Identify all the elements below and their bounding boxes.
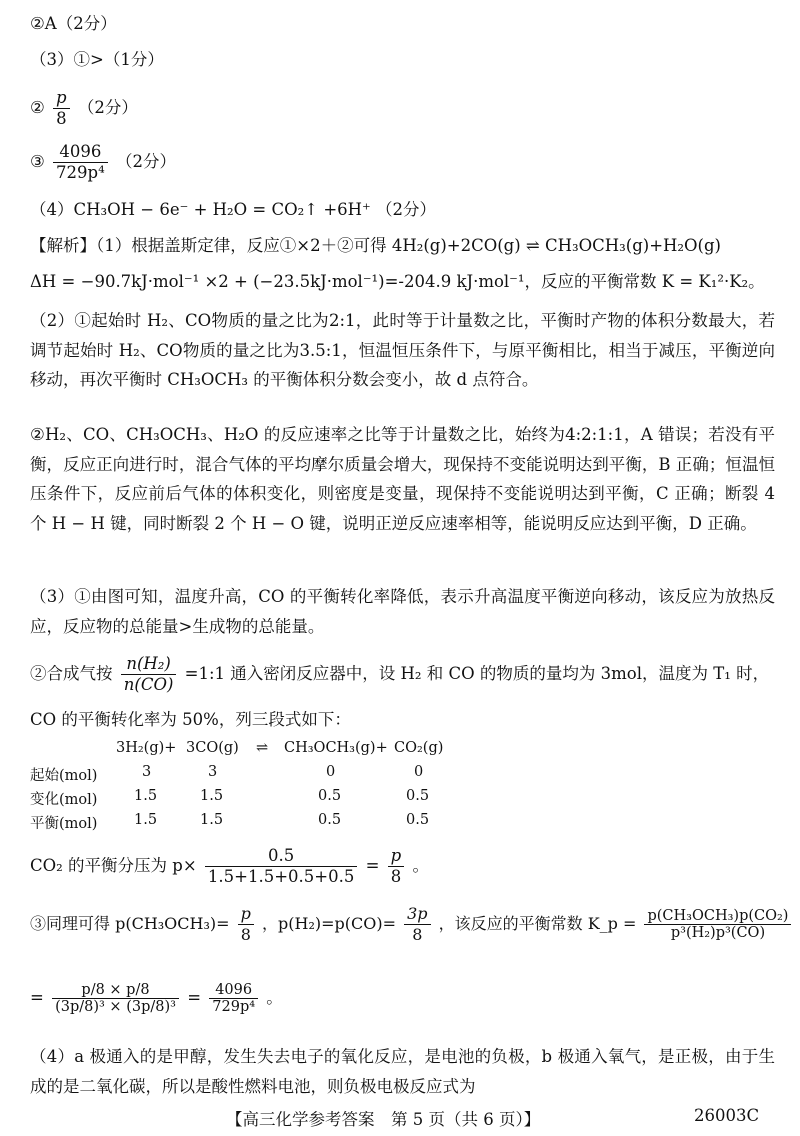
fraction-numerator: 0.5: [205, 846, 357, 867]
fraction-denominator: 8: [240, 925, 251, 944]
fraction-numerator: p: [388, 846, 405, 867]
fraction-numerator: p(CH₃OCH₃)p(CO₂): [644, 908, 791, 925]
ice-cell: 3: [142, 764, 152, 780]
answer-3-3: [30, 140, 176, 184]
ice-cell: 1.5: [134, 812, 158, 828]
fraction-denominator: 8: [412, 925, 423, 944]
ice-cell: 1.5: [200, 788, 224, 804]
fraction-denominator: 1.5+1.5+0.5+0.5: [207, 867, 355, 886]
ice-header-ch3och3: CH₃OCH₃(g)+: [284, 740, 388, 756]
text-segment: ③同理可得 p(CH₃OCH₃)=: [30, 914, 230, 933]
text-segment: ，p(H₂)=p(CO)=: [262, 914, 396, 933]
ice-row-label: 平衡(mol): [30, 816, 98, 832]
ice-row-label: 起始(mol): [30, 768, 98, 784]
ice-cell: 0: [414, 764, 424, 780]
ice-cell: 0.5: [318, 812, 342, 828]
analysis-2-2: ②H₂、CO、CH₃OCH₃、H₂O 的反应速率之比等于计量数之比，始终为4:2:1:1，A 错误；若没有平衡，反应正向进行时，混合气体的平均摩尔质量会增大，现保持不变能说明达到平衡，B 正确；恒温恒压条件下，反应前后气体的体积变化，则密度是变量，现保持不变能说明达到平衡，C 正确；断裂 4 个 H − H 键，同时断裂 2 个 H − O 键，说明正逆反应速率相等，能说明反应达到平衡，D 正确。: [30, 425, 775, 533]
ratio-fraction: [121, 654, 177, 695]
fraction-denominator: 729p⁴: [56, 163, 105, 182]
co2-result-fraction: [388, 846, 405, 887]
kp-result-fraction: [209, 982, 258, 1015]
answer-3-2-label: ②: [30, 98, 45, 117]
text-segment: =: [187, 988, 202, 1007]
fraction-numerator: 4096: [209, 982, 258, 999]
ice-header-co: 3CO(g): [186, 740, 239, 756]
fraction-denominator: (3p/8)³ × (3p/8)³: [55, 999, 176, 1015]
p-ch3och3-fraction: [238, 904, 254, 945]
answer-3-2: [30, 86, 138, 130]
ice-cell: 1.5: [134, 788, 158, 804]
ice-cell: 0: [326, 764, 336, 780]
answer-3-3-label: ③: [30, 152, 45, 171]
text-segment: =: [30, 988, 44, 1007]
text-segment: =: [365, 856, 380, 875]
ice-cell: 0.5: [406, 788, 430, 804]
analysis-2-1: （2）①起始时 H₂、CO物质的量之比为2:1，此时等于计量数之比，平衡时产物的体积分数最大，若调节起始时 H₂、CO物质的量之比为3.5:1，恒温恒压条件下，与原平衡相比，相当于减压，平衡逆向移动，再次平衡时 CH₃OCH₃ 的平衡体积分数会变小，故 d 点符合。: [30, 311, 775, 389]
ice-cell: 1.5: [200, 812, 224, 828]
text-segment: =1:1 通入密闭反应器中，设 H₂ 和 CO 的物质的量均为 3mol，温度为 T₁ 时，: [184, 664, 770, 683]
fraction-denominator: 729p⁴: [212, 999, 256, 1015]
kp-result: [30, 960, 283, 1036]
answer-4: （4）CH₃OH − 6e⁻ + H₂O = CO₂↑ +6H⁺ （2分）: [30, 200, 436, 219]
kp-substituted-fraction: [52, 982, 179, 1015]
analysis-1-line2: ΔH = −90.7kJ·mol⁻¹ ×2 + (−23.5kJ·mol⁻¹)=-204.9 kJ·mol⁻¹，反应的平衡常数 K = K₁²·K₂。: [30, 272, 765, 291]
ice-cell: 3: [208, 764, 218, 780]
text-segment: ②合成气按: [30, 664, 113, 683]
fraction-numerator: 4096: [53, 142, 108, 163]
text-segment: CO₂ 的平衡分压为 p×: [30, 856, 197, 875]
analysis-1-line1: 【解析】（1）根据盖斯定律，反应①×2＋②可得 4H₂(g)+2CO(g) ⇌ CH₃OCH₃(g)+H₂O(g): [30, 236, 721, 255]
ice-row-label: 变化(mol): [30, 792, 98, 808]
analysis-4: （4）a 极通入的是甲醇，发生失去电子的氧化反应，是电池的负极，b 极通入氧气，是正极，由于生成的是二氧化碳，所以是酸性燃料电池，则负极电极反应式为: [30, 1047, 775, 1096]
answer-3-3-fraction: [53, 142, 108, 183]
answer-3-2-fraction: [53, 88, 70, 129]
analysis-3-2-line1: [30, 650, 769, 698]
co2-partial-pressure: [30, 842, 429, 890]
fraction-numerator: p: [238, 904, 254, 925]
p-h2-fraction: [404, 904, 430, 945]
ice-header-arrow: ⇌: [256, 740, 269, 756]
kp-expression: [30, 900, 794, 948]
co2-fraction: [205, 846, 357, 887]
ice-header-co2: CO₂(g): [394, 740, 444, 756]
fraction-numerator: n(H₂): [121, 654, 177, 675]
fraction-denominator: 8: [390, 867, 402, 886]
fraction-denominator: 8: [56, 109, 67, 128]
fraction-numerator: p/8 × p/8: [52, 982, 179, 999]
fraction-denominator: p³(H₂)p³(CO): [670, 925, 766, 941]
ice-header-h2: 3H₂(g)+: [116, 740, 177, 756]
analysis-3-1: （3）①由图可知，温度升高，CO 的平衡转化率降低，表示升高温度平衡逆向移动，该反应为放热反应，反应物的总能量>生成物的总能量。: [30, 587, 775, 636]
ice-cell: 0.5: [318, 788, 342, 804]
analysis-3-2-line2: CO 的平衡转化率为 50%，列三段式如下：: [30, 710, 351, 729]
fraction-denominator: n(CO): [123, 675, 174, 694]
answer-2-2: ②A（2分）: [30, 14, 117, 33]
page-footer: 【高三化学参考答案 第 5 页（共 6 页）】: [226, 1110, 541, 1129]
page-code: 26003C: [694, 1106, 760, 1125]
answer-3-1: （3）①>（1分）: [30, 50, 164, 69]
text-segment: 。: [412, 856, 429, 875]
answer-3-3-score: （2分）: [115, 152, 176, 171]
fraction-numerator: p: [53, 88, 70, 109]
text-segment: ，该反应的平衡常数 K_p =: [438, 914, 637, 933]
fraction-numerator: 3p: [404, 904, 430, 925]
ice-cell: 0.5: [406, 812, 430, 828]
kp-fraction: [644, 908, 791, 941]
answer-3-2-score: （2分）: [77, 98, 138, 117]
text-segment: 。: [266, 988, 283, 1007]
